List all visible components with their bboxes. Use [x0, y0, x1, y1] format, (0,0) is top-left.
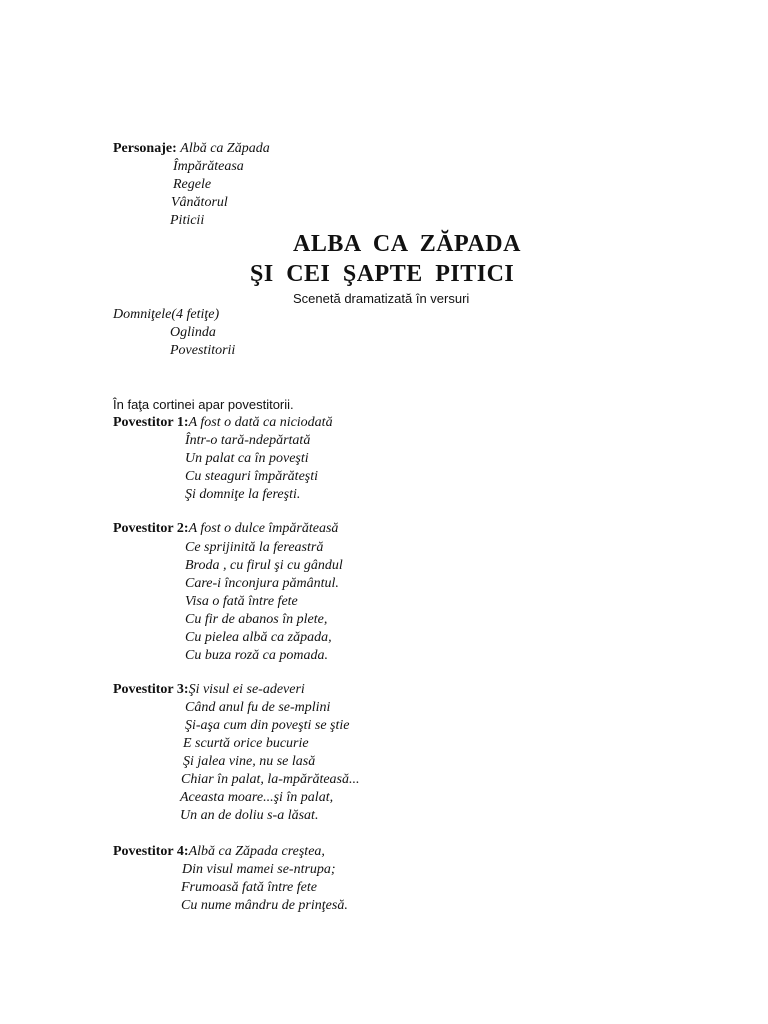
- verse-line: Albă ca Zăpada creştea,: [188, 844, 325, 859]
- character-name: Regele: [173, 177, 212, 192]
- character-name: Oglinda: [170, 325, 216, 340]
- verse-line: Şi-aşa cum din poveşti se ştie: [185, 718, 350, 733]
- verse-line: Şi jalea vine, nu se lasă: [183, 754, 316, 769]
- verse-line: Ce sprijinită la fereastră: [185, 540, 324, 555]
- speaker-label: Povestitor 3:: [113, 682, 189, 697]
- verse-line: Aceasta moare...şi în palat,: [180, 790, 334, 805]
- verse-first-line: [113, 520, 338, 538]
- verse-first-line: [113, 843, 325, 861]
- verse-line: Într-o tară-ndepărtată: [185, 433, 311, 448]
- verse-line: Cu fir de abanos în plete,: [185, 612, 328, 627]
- characters-line: [113, 140, 270, 158]
- verse-line: Cu pielea albă ca zăpada,: [185, 630, 332, 645]
- verse-line: Şi domniţe la fereşti.: [185, 487, 301, 502]
- stage-direction: În faţa cortinei apar povestitorii.: [113, 397, 294, 412]
- page-title-second-line: ŞI CEI ŞAPTE PITICI: [250, 261, 515, 287]
- character-name: Împărăteasa: [173, 159, 244, 174]
- page-subtitle: Scenetă dramatizată în versuri: [293, 291, 470, 306]
- verse-line: Din visul mamei se-ntrupa;: [182, 862, 336, 877]
- character-name: Vânătorul: [171, 195, 228, 210]
- verse-line: Un an de doliu s-a lăsat.: [180, 808, 319, 823]
- verse-line: Frumoasă fată între fete: [181, 880, 317, 895]
- characters-label: Personaje:: [113, 141, 177, 156]
- speaker-label: Povestitor 1:: [113, 415, 189, 430]
- verse-line: Chiar în palat, la-mpărăteasă...: [181, 772, 360, 787]
- character-name: Povestitorii: [170, 343, 236, 358]
- speaker-label: Povestitor 2:: [113, 521, 189, 536]
- verse-line: Visa o fată între fete: [185, 594, 298, 609]
- verse-line: Care-i înconjura pământul.: [185, 576, 339, 591]
- character-name: Domniţele(4 fetiţe): [113, 307, 220, 322]
- character-name: Piticii: [170, 213, 205, 228]
- character-name: Albă ca Zăpada: [180, 141, 270, 156]
- page-title: ALBA CA ZĂPADA: [293, 231, 521, 257]
- verse-line: Un palat ca în poveşti: [185, 451, 309, 466]
- verse-line: Broda , cu firul şi cu gândul: [185, 558, 343, 573]
- verse-line: A fost o dată ca niciodată: [188, 415, 333, 430]
- verse-first-line: [113, 681, 305, 699]
- verse-line: Cu steaguri împărăteşti: [185, 469, 319, 484]
- verse-line: A fost o dulce împărăteasă: [188, 521, 339, 536]
- speaker-label: Povestitor 4:: [113, 844, 189, 859]
- verse-line: Cu buza roză ca pomada.: [185, 648, 328, 663]
- verse-first-line: [113, 414, 333, 432]
- verse-line: Când anul fu de se-mplini: [185, 700, 331, 715]
- verse-line: E scurtă orice bucurie: [183, 736, 309, 751]
- verse-line: Şi visul ei se-adeveri: [188, 682, 305, 697]
- verse-line: Cu nume mândru de prinţesă.: [181, 898, 348, 913]
